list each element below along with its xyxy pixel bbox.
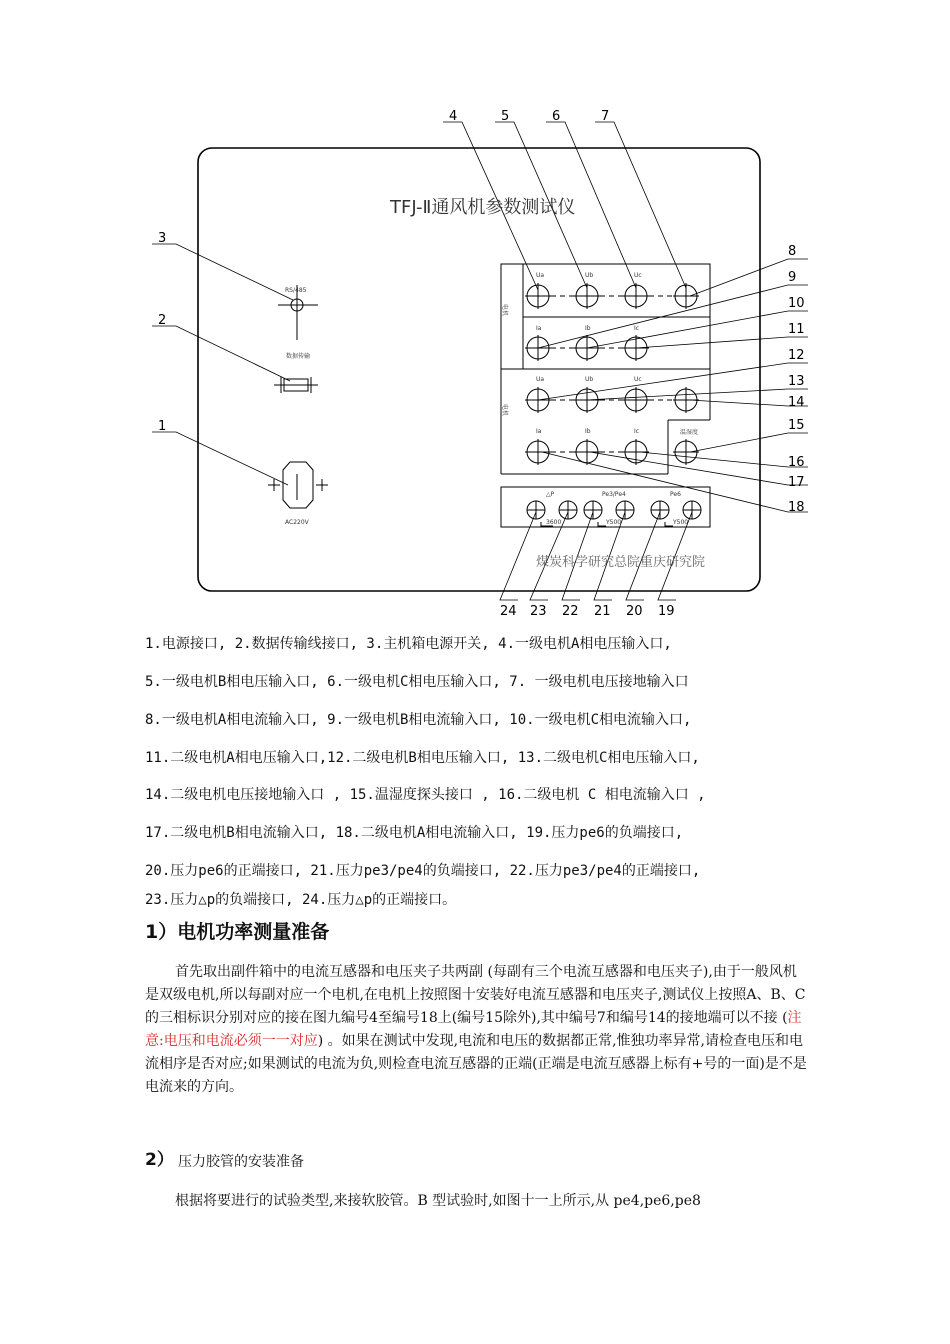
callout-10: 10 [788,296,805,311]
svg-text:Ua: Ua [536,272,545,279]
svg-text:Pe6: Pe6 [670,491,681,498]
callout-24: 24 [500,604,517,619]
legend-line-3: 8.一级电机A相电流输入口, 9.一级电机B相电流输入口, 10.一级电机C相电流输入口, [145,712,692,728]
legend-line-2: 5.一级电机B相电压输入口, 6.一级电机C相电压输入口, 7. 一级电机电压接地输入口 [145,674,689,690]
callout-12: 12 [788,348,805,363]
section2-number: 2） [145,1150,174,1170]
callout-7: 7 [601,109,610,124]
callout-19: 19 [658,604,675,619]
section1-heading: 1）电机功率测量准备 [145,921,330,943]
section2-paragraph: 根据将要进行的试验类型,来接软胶管。B 型试验时,如图十一上所示,从 pe4,pe6,pe8 [175,1193,701,1209]
svg-text:电机: 电机 [501,304,508,317]
svg-text:温湿度: 温湿度 [680,429,699,436]
power-port [268,462,328,508]
row3-connectors [525,387,699,413]
svg-text:Y500: Y500 [673,519,689,526]
svg-text:Ua: Ua [536,376,545,383]
row1-connectors [525,283,699,309]
row4-connectors [525,439,699,465]
svg-text:Uc: Uc [634,272,642,279]
callout-22: 22 [562,604,579,619]
warning-note: 注意:电压和电流必须一一对应 [145,1010,802,1049]
callout-4: 4 [449,109,458,124]
callout-14: 14 [788,395,805,410]
legend-line-6: 17.二级电机B相电流输入口, 18.二级电机A相电流输入口, 19.压力pe6的负端接口, [145,825,684,841]
callout-15: 15 [788,418,805,433]
svg-text:Ub: Ub [585,376,594,383]
legend-line-5: 14.二级电机电压接地输入口 , 15.温湿度探头接口 , 16.二级电机 C 相电流输入口 , [145,787,706,803]
callout-2: 2 [158,313,167,328]
legend-line-7: 20.压力pe6的正端接口, 21.压力pe3/pe4的负端接口, 22.压力pe3/pe4的正端接口, [145,863,701,879]
panel-footer: 煤炭科学研究总院重庆研究院 [536,555,706,570]
section1-text-before: 首先取出副件箱中的电流互感器和电压夹子共两副 (每副有三个电流互感器和电压夹子),由于一般风机是双级电机,所以每副对应一个电机,在电机上按照图十安装好电流互感器和电压夹子,测试仪上按照A、B、C的三相标识分别对应的接在图九编号4至编号18上(编号15除外),其中编号7和编号14的接地端可以不接 ( [145,964,806,1026]
data-port [274,377,318,393]
svg-text:Ia: Ia [536,325,542,332]
svg-text:Ic: Ic [634,428,640,435]
svg-text:Ib: Ib [585,325,591,332]
svg-text:△P: △P [546,491,555,498]
callout-23: 23 [530,604,547,619]
svg-text:Ia: Ia [536,428,542,435]
callout-5: 5 [501,109,510,124]
svg-text:电机: 电机 [501,404,508,417]
svg-text:AC220V: AC220V [285,519,309,526]
panel-title: TFJ-Ⅱ通风机参数测试仪 [390,197,576,218]
svg-text:Ib: Ib [585,428,591,435]
callout-3: 3 [158,231,167,246]
svg-text:数据传输: 数据传输 [286,353,311,360]
panel-diagram [0,0,950,630]
callout-13: 13 [788,374,805,389]
legend-line-8: 23.压力△p的负端接口, 24.压力△p的正端接口。 [145,892,457,908]
svg-text:Y500: Y500 [606,519,622,526]
svg-text:Ub: Ub [585,272,594,279]
legend-line-4: 11.二级电机A相电压输入口,12.二级电机B相电压输入口, 13.二级电机C相电压输入口, [145,750,700,766]
svg-text:RS/485: RS/485 [285,287,307,294]
callout-11: 11 [788,322,805,337]
legend-line-1: 1.电源接口, 2.数据传输线接口, 3.主机箱电源开关, 4.一级电机A相电压输入口, [145,636,672,652]
callout-17: 17 [788,475,805,490]
callout-9: 9 [788,270,797,285]
callout-21: 21 [594,604,611,619]
callout-1: 1 [158,419,167,434]
section2-heading: 压力胶管的安装准备 [178,1154,304,1170]
callout-6: 6 [552,109,561,124]
section1-text-after: ) 。如果在测试中发现,电流和电压的数据都正常,惟独功率异常,请检查电压和电流相序是否对应;如果测试的电流为负,则检查电流互感器的正端(正端是电流互感器上标有+号的一面)是不是电流来的方向。 [145,1033,807,1095]
callout-16: 16 [788,455,805,470]
svg-text:Uc: Uc [634,376,642,383]
svg-text:Pe3/Pe4: Pe3/Pe4 [602,491,626,498]
svg-text:3600: 3600 [546,519,562,526]
section1-paragraph [145,961,810,1099]
callout-18: 18 [788,500,805,515]
callout-20: 20 [626,604,643,619]
callout-8: 8 [788,244,797,259]
svg-text:Ic: Ic [634,325,640,332]
